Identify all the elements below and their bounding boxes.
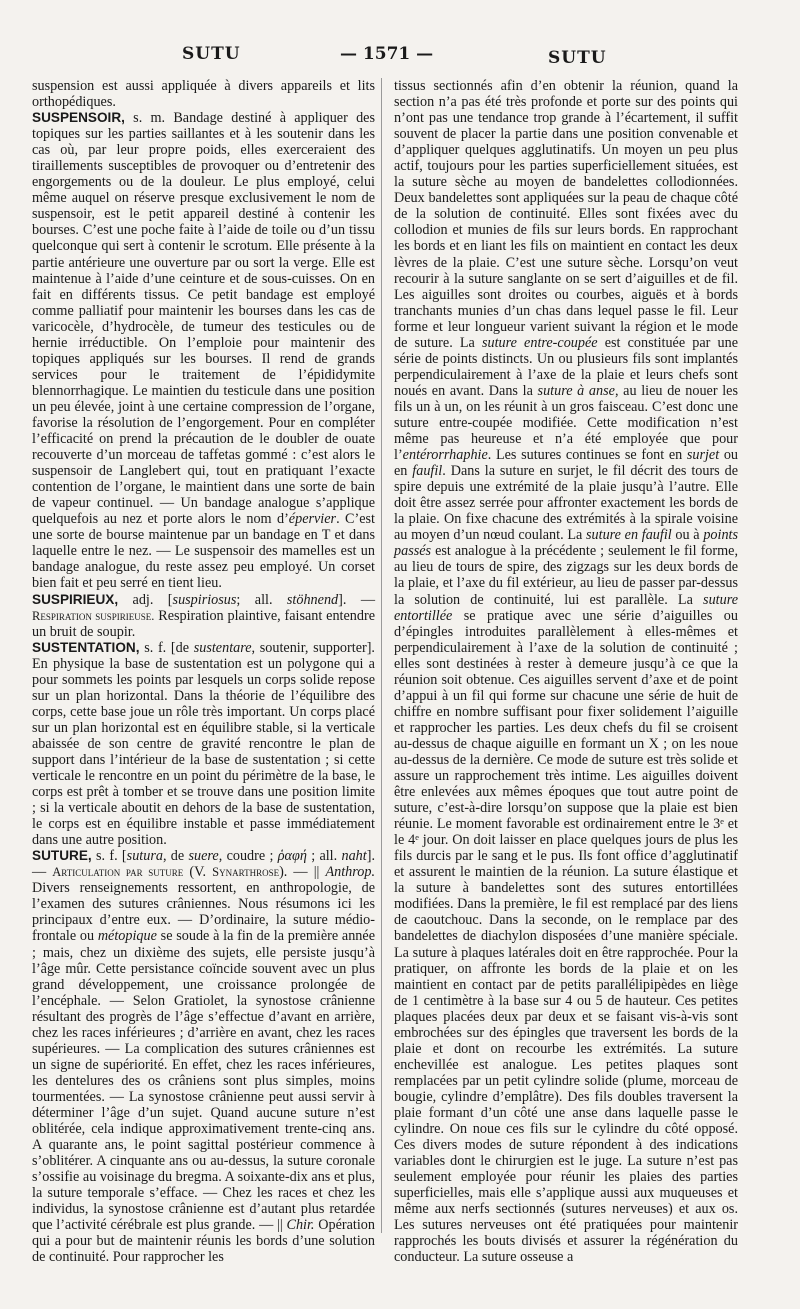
entry-suture: SUTURE, s. f. [sutura, de suere, coudre ; ῥαφή ; all. naht]. — Articulation par suture (V. Synarthrose). — || Anthrop. Divers renseignements ressortent, en anthropologie, de l’examen des sutures crâniennes. Nous résumons ici les principaux d’entre eux. — D’ordinaire, la suture médio-frontale ou métopique se soude à la fin de la première année ; mais, chez un dixième des sujets, elle persiste jusqu’à l’âge mûr. Cette persistance coïncide souvent avec un plus grand développement, une croissance prolongée de l’encéphale. — Selon Gratiolet, la synostose crânienne résultant des progrès de l’âge s’effectue d’avant en arrière, chez les races inférieures ; d’arrière en avant, chez les races supérieures. — La complication des sutures crâniennes est un signe de supériorité. En effet, chez les races inférieures, les dentelures des os crâniens sont plus simples, moins tourmentées. — La synostose crânienne peut aussi servir à déterminer l’âge d’un sujet. Quand aucune suture n’est oblitérée, cela indique approximativement trente-cinq ans. A quarante ans, le point sagittal postérieur commence à s’oblitérer. A cinquante ans ou au-dessus, la suture coronale s’ossifie au voisinage du bregma. A soixante-dix ans et plus, la suture temporale s’efface. — Chez les races et chez les individus, la synostose crânienne est d’autant plus retardée que l’activité cérébrale est plus grande. — || Chir. Opération qui a pour but de maintenir réunis les bords d’une solution de continuité. Pour rapprocher les: [32, 848, 376, 1266]
left-column: [32, 78, 375, 1265]
entry-sustentation: SUSTENTATION, s. f. [de sustentare, soutenir, supporter]. En physique la base de sustentation est un polygone qui a pour sommets les points par lesquels un corps solide repose sur un plan horizontal. Dans la théorie de l’équilibre des corps, cette base joue un rôle très important. Un corps placé sur un plan horizontal est en équilibre stable, si la verticale abaissée de son centre de gravité rencontre le plan de support dans l’intérieur de la base de sustentation ; si cette verticale le rencontre en un point du périmètre de la base, le corps est prêt à tomber et se trouve dans une position limite ; si la verticale aboutit en dehors de la base de sustentation, le corps est en équilibre instable et passe immédiatement dans une autre position.: [32, 639, 375, 849]
entry-term: SUSPENSOIR,: [32, 110, 125, 126]
left-running-headword: SUTU: [182, 44, 241, 64]
page-number: — 1571 —: [340, 44, 434, 64]
entry-suspensoir: SUSPENSOIR, s. m. Bandage destiné à appliquer des topiques sur les parties saillantes et à les soutenir dans les cas où, par leur propre poids, elles exerceraient des tiraillements susceptibles de provoquer ou d’entretenir des engorgements ou de la douleur. Le plus employé, celui même auquel on réserve presque exclusivement le nom de suspensoir, est le petit appareil destiné à contenir les bourses. C’est une poche faite à l’aide de toile ou d’un tissu quelconque qui sert à contenir le scrotum. Elle présente à la partie antérieure une ouverture par ou sort la verge. Elle est maintenue à l’aide d’une ceinture et de sous-cuisses. On en fait en différents tissus. Ce petit bandage est employé comme palliatif pour maintenir les bourses dans les cas de varicocèle, d’hydrocèle, de tumeur des testicules ou de hernie irréductible. On l’emploie pour maintenir des topiques appliqués sur les bourses. Il rend de grands services pour le traitement de l’épididymite blennorrhagique. Le maintien du testicule dans une position un peu élevée, joint à une certaine compression de l’organe, favorise la résolution de l’engorgement. Pour en compléter l’efficacité on prend la précaution de le doubler de ouate recouverte d’un morceau de taffetas gommé : c’est alors le suspensoir de Langlebert qui, tout en pratiquant l’exacte contention de l’organe, le maintient dans une sorte de bain de vapeur continuel. — Un bandage analogue s’applique quelquefois au nez et porte alors le nom d’épervier. C’est une sorte de bourse maintenue par un bandage en T et dans laquelle entre le nez. — Le suspensoir des mamelles est un bandage analogue, du reste assez peu employé. Un corset bien fait et peu serré en tient lieu.: [32, 110, 375, 592]
right-column: [394, 78, 738, 1265]
entry-suspirieux: SUSPIRIEUX, adj. [suspiriosus; all. stöhnend]. — Respiration suspirieuse. Respiration plaintive, faisant entendre un bruit de soupir.: [32, 591, 376, 640]
continuation-paragraph: suspension est aussi appliquée à divers appareils et lits orthopédiques.: [32, 78, 375, 111]
entry-term: SUSPIRIEUX,: [32, 591, 119, 607]
entry-term: SUSTENTATION,: [32, 639, 140, 655]
page-header: [0, 40, 800, 76]
entry-term: SUTURE,: [32, 848, 92, 864]
suture-continuation: tissus sectionnés afin d’en obtenir la réunion, quand la section n’a pas été très profonde et porte sur des points qui n’ont pas une tendance trop grande à l’écartement, il suffit souvent de placer la partie dans une position convenable et d’appliquer quelques agglutinatifs. Un moyen un peu plus actif, toujours pour les parties superficiellement situées, est la suture sèche au moyen de bandelettes collodionnées. Deux bandelettes sont appliquées sur la peau de chaque côté de la solution de continuité. Elles sont fixées avec du collodion et munies de fils sur leurs bords. En rapprochant les bords et en liant les fils on maintient en contact les deux lèvres de la plaie. C’est une suture sèche. Lorsqu’on veut recourir à la suture sanglante on se sert d’aiguilles et de fil. Les aiguilles sont droites ou courbes, aiguës et à bords tranchants munies d’un chas dans lequel passe le fil. Leur forme et leur longueur varient suivant la région et le mode de suture. La suture entre-coupée est constituée par une série de points distincts. Un ou plusieurs fils sont implantés perpendiculairement à l’axe de la plaie et leurs chefs sont noués en avant. Dans la suture à anse, au lieu de nouer les fils un à un, on les réunit à un gros faisceau. C’est donc une suture entre-coupée modifiée. Cette modification n’est même pas heureuse et n’a été employée que pour l’entérorrhaphie. Les sutures continues se font en surjet ou en faufil. Dans la suture en surjet, le fil décrit des tours de spire depuis une extrémité de la plaie jusqu’à l’autre. Elle doit être assez serrée pour affronter exactement les bords de la plaie. On fixe chacune des extrémités à la spirale voisine au moyen d’un nœud coulant. La suture en faufil ou à points passés est analogue à la précédente ; seulement le fil forme, au lieu de tours de spire, des zigzags sur les deux bords de la plaie, et l’axe du fil extérieur, au lieu de passer par-dessus la solution de continuité, lui est parallèle. La suture entortillée se pratique avec une série d’aiguilles ou d’épingles introduites parallèlement à elles-mêmes et perpendiculairement à l’axe de la solution de continuité ; elles sont destinées à rester à demeure jusqu’à ce que la réunion soit obtenue. Ces aiguilles servent d’axe et de point d’appui à un fil qui forme sur chacune une série de huit de chiffre en nombre suffisant pour fixer solidement l’aiguille et rapprocher les parties. Les deux chefs du fil se croisent au-dessus de chaque aiguille en formant un X ; on les noue au-dessus de la dernière. Ce mode de suture est très solide et assure un rapprochement très intime. Les aiguilles doivent être enlevées aux mêmes époques que tout autre point de suture, c’est-à-dire lorsqu’on suppose que la plaie est bien réunie. Le moment favorable est ordinairement entre le 3ᵉ et le 4ᵉ jour. On doit laisser en place quelques jours de plus les fils durcis par le sang et le pus. Ils font office d’agglutinatif et assurent le maintien de la réunion. La suture élastique et la suture à bandelettes sont des sutures entortillées modifiées. Dans la première, le fil est remplacé par des liens de caoutchouc. Dans la seconde, on le remplace par des bandelettes de diachylon disposées d’une manière spéciale. La suture à plaques latérales doit en être rapprochée. Pour la pratiquer, on affronte les bords de la plaie et on les maintient en contact par de petits parallélipipèdes en liège de 1 centimètre à la base sur 4 ou 5 de hauteur. Ces petites plaques placées deux par deux et se faisant vis-à-vis sont embrochées sur des épingles que traversent les bords de la plaie et dont on recourbe les extrémités. La suture enchevillée est analogue. Les petites plaques sont remplacées par un petit cylindre solide (plume, morceau de bougie, cylindre d’emplâtre). Des fils doubles traversent la plaie formant d’un côté une anse dans laquelle passe le cylindre. On noue ces fils sur le cylindre du côté opposé. Ces divers modes de suture répondent à des indications variables dont le chirurgien est le juge. La suture n’est pas seulement employée pour réunir les plaies des parties superficielles, mais elle s’applique aussi aux muqueuses et même aux nerfs sectionnés (sutures nerveuses) et aux os. Les sutures nerveuses ont été pratiquées pour maintenir rapprochés les bouts divisés et assurer la régénération du conducteur. La suture osseuse a: [394, 78, 739, 1266]
column-divider: [381, 78, 382, 1233]
right-running-headword: SUTU: [548, 48, 607, 68]
